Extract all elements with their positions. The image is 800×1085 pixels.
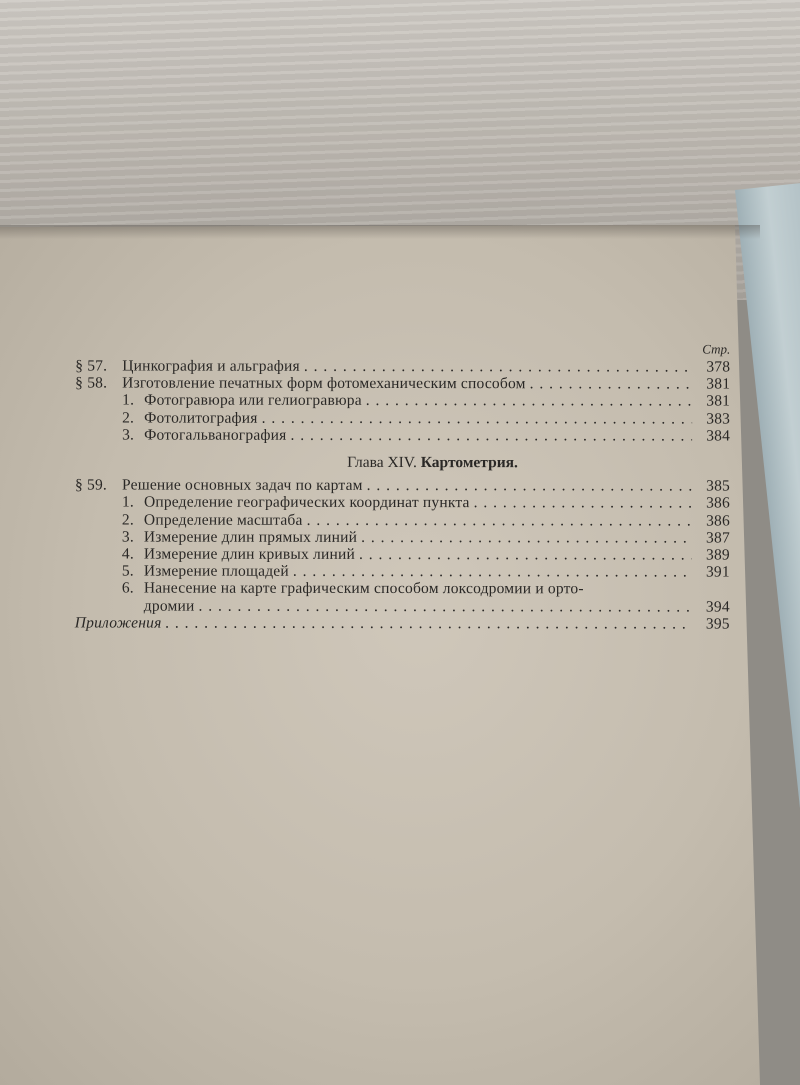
section-number: § 57. — [75, 357, 108, 375]
section-number: § 58. — [75, 374, 108, 392]
leader-dots — [293, 563, 692, 581]
chapter-heading — [135, 454, 730, 472]
leader-dots — [307, 511, 692, 529]
subsection-title: Фотогравюра или гелиогравюра — [144, 391, 362, 410]
toc-subentry — [75, 409, 730, 427]
page-column-label: Стр. — [702, 341, 731, 357]
page-number: 383 — [706, 410, 731, 428]
subsection-number: 2. — [122, 409, 135, 427]
toc-subentry — [75, 494, 730, 512]
page-shadow — [0, 225, 760, 239]
subsection-title: Измерение площадей — [143, 562, 289, 581]
leader-dots — [367, 477, 692, 495]
leader-dots — [262, 409, 693, 427]
subsection-title-continued: дромии — [143, 597, 195, 615]
leader-dots — [290, 427, 692, 445]
subsection-title: Фотогальванография — [144, 426, 287, 444]
subsection-title: Фотолитография — [144, 409, 258, 427]
toc-subentry — [75, 392, 730, 410]
page-number: 389 — [706, 546, 730, 564]
page-number: 378 — [706, 358, 731, 376]
subsection-number: 5. — [121, 562, 134, 580]
toc-subentry — [75, 426, 730, 444]
subsection-number: 6. — [121, 579, 134, 597]
subsection-title: Измерение длин прямых линий — [143, 528, 358, 546]
section-title: Решение основных задач по картам — [121, 476, 363, 495]
subsection-title: Нанесение на карте графическим способом локсодромии и орто- — [143, 579, 584, 598]
toc-entry-57 — [75, 357, 730, 375]
page-number: 385 — [706, 477, 731, 495]
toc-subentry — [75, 511, 730, 529]
leader-dots — [198, 597, 691, 615]
appendix-title: Приложения — [74, 614, 162, 632]
table-of-contents — [75, 339, 731, 632]
toc-subentry — [75, 545, 730, 563]
subsection-number: 2. — [121, 511, 134, 529]
page-number: 391 — [705, 563, 730, 581]
toc-entry-59 — [75, 477, 730, 495]
leader-dots — [366, 392, 692, 410]
leader-dots — [361, 529, 692, 547]
toc-subentry-continuation — [75, 597, 730, 615]
page-number: 381 — [706, 392, 731, 410]
chapter-title: Картометрия. — [420, 454, 518, 472]
subsection-number: 1. — [122, 391, 135, 409]
toc-entry-58 — [75, 375, 730, 393]
page-number: 387 — [706, 529, 730, 547]
section-title: Цинкография и альграфия — [122, 357, 300, 375]
page-number: 394 — [705, 598, 730, 616]
page-number: 395 — [705, 615, 730, 633]
leader-dots — [530, 375, 693, 392]
toc-subentry — [75, 528, 730, 546]
subsection-number: 1. — [121, 493, 135, 511]
section-number: § 59. — [74, 476, 108, 494]
leader-dots — [359, 546, 692, 564]
section-title: Изготовление печатных форм фотомеханическим способом — [122, 374, 526, 393]
subsection-title: Определение масштаба — [143, 511, 303, 529]
page-number: 381 — [706, 375, 731, 393]
toc-subentry — [75, 563, 730, 581]
toc-subentry — [75, 580, 730, 598]
leader-dots — [474, 495, 692, 513]
subsection-number: 3. — [122, 426, 135, 444]
leader-dots — [304, 358, 692, 376]
page-number: 386 — [706, 512, 730, 530]
subsection-number: 4. — [121, 545, 134, 563]
subsection-title: Измерение длин кривых линий — [143, 545, 355, 563]
page-number: 386 — [706, 494, 730, 512]
toc-appendix — [75, 614, 730, 632]
page-number: 384 — [706, 427, 731, 445]
leader-dots — [165, 614, 691, 632]
chapter-label: Глава XIV. — [347, 453, 417, 472]
subsection-number: 3. — [121, 528, 134, 546]
subsection-title: Определение географических координат пункта — [143, 493, 470, 512]
